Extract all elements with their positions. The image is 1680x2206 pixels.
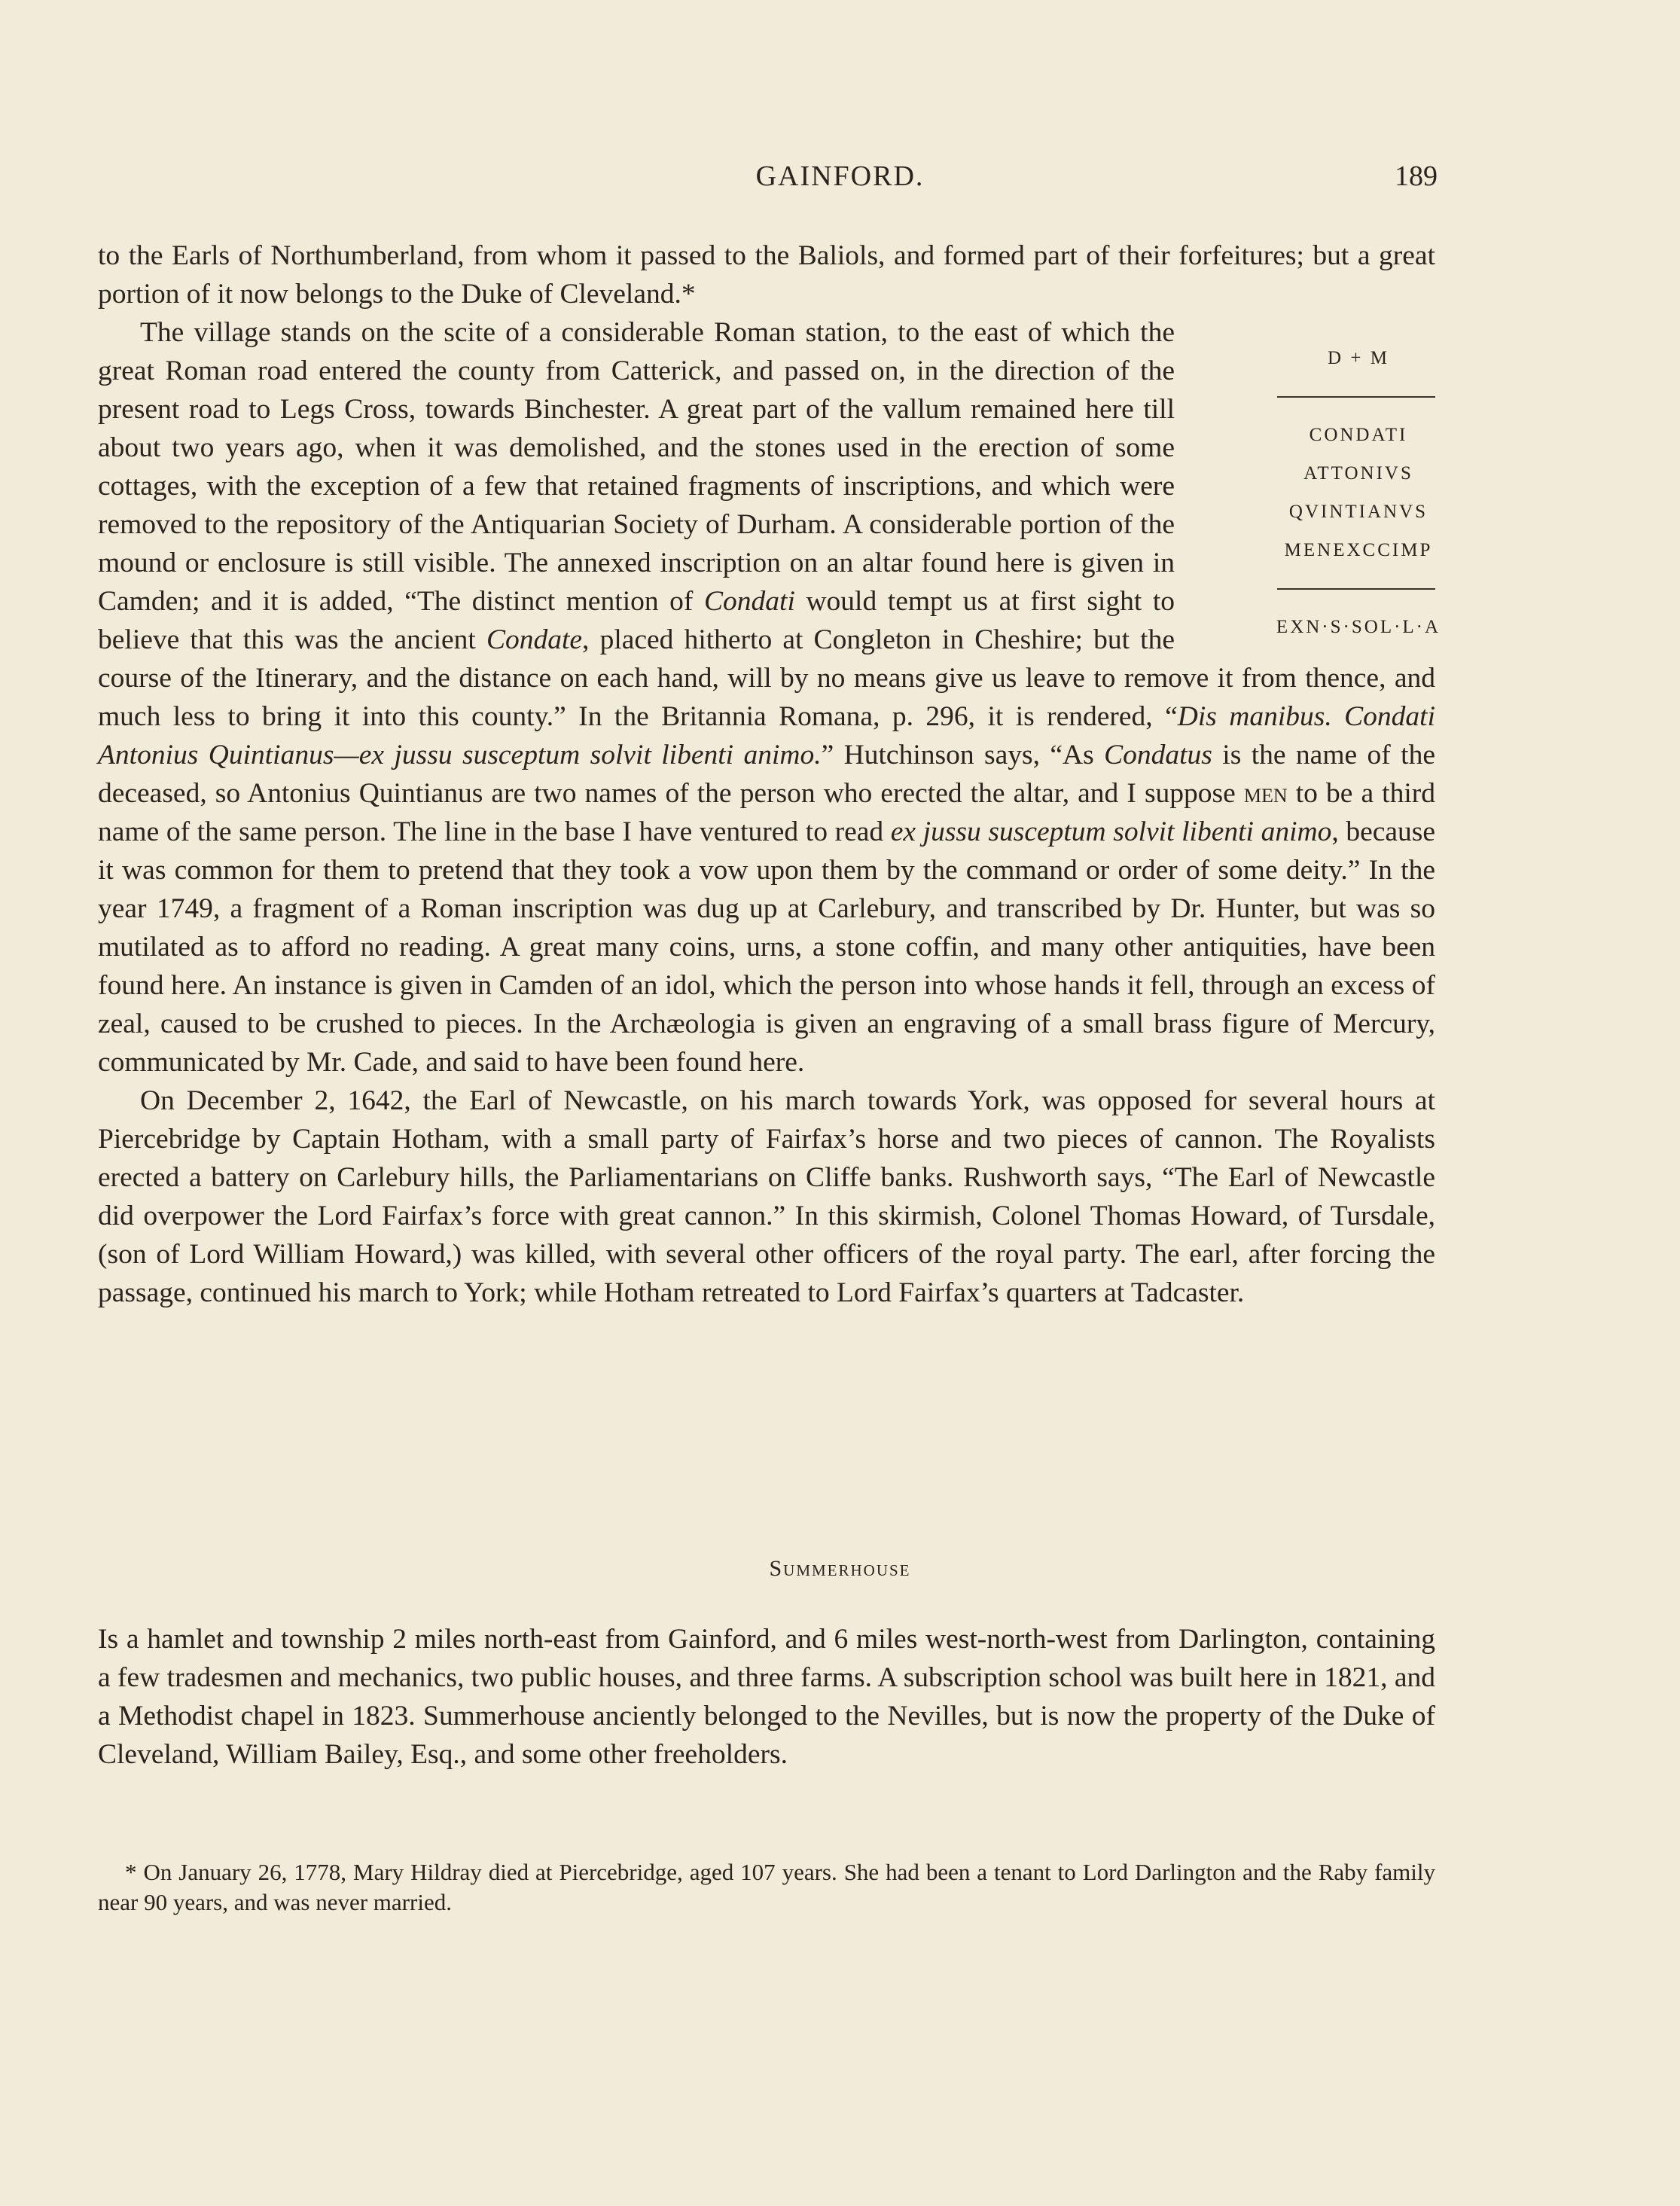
italic-run: Condatus <box>1104 740 1212 770</box>
text-run: to be a third name of the same person. The line in the base I have ventured to read <box>98 778 1435 847</box>
page-number: 189 <box>1395 160 1438 192</box>
text-run: is the name of the deceased, so Antonius Quintianus are two names of the person who erected the altar, and I suppose <box>98 740 1435 809</box>
inscription-line-4: QVINTIANVS <box>1288 502 1428 522</box>
inscription-line-3: ATTONIVS <box>1303 463 1413 484</box>
text-run: , placed hitherto at Congleton in Cheshire; but the course of the Itinerary, and the distance on each hand, will by no means give us leave to remove it from thence, and much less to bring it into this county.” In the Britannia Romana, p. 296, it is rendered, “ <box>98 624 1435 732</box>
footnote: * On January 26, 1778, Mary Hildray died at Piercebridge, aged 107 years. She had been a tenant to Lord Darlington and the Raby family near 90 years, and was never married. <box>98 1859 1435 1915</box>
inscription-rule-2 <box>1224 569 1450 608</box>
text-run: would tempt us at first sight to believe that this was the ancient <box>98 586 1175 655</box>
italic-run: Condati <box>704 586 795 617</box>
village-paragraph <box>98 313 1441 1082</box>
intro-paragraph: to the Earls of Northumberland, from whom it passed to the Baliols, and formed part of their forfeitures; but a great portion of it now belongs to the Duke of Cleveland.* <box>98 240 1435 310</box>
italic-run: Dis manibus. Condati Antonius Quintianus—ex jussu susceptum solvit libenti animo. <box>98 701 1436 770</box>
inscription-line-2: CONDATI <box>1309 425 1408 445</box>
text-run: The village stands on the scite of a considerable Roman station, to the east of which the great Roman road entered the county from Catterick, and passed on, in the direction of the present road to Legs Cross, towards Binchester. A great part of the vallum remained here till about two years ago, when it was demolished, and the stones used in the erection of some cottages, with the exception of a few that retained fragments of inscriptions, and which were removed to the repository of the Antiquarian Society of Durham. A considerable portion of the mound or enclosure is still visible. The annexed inscription on an altar found here is given in Camden; and it is added, “The distinct mention of <box>98 317 1175 617</box>
running-header <box>0 160 1680 205</box>
italic-run: ex jussu susceptum solvit libenti animo <box>890 816 1332 847</box>
section-text <box>98 1620 1435 1774</box>
inscription-line-5: MENEXCCIMP <box>1284 540 1433 560</box>
italic-run: Condate <box>486 624 583 655</box>
inscription-rule <box>1224 377 1450 416</box>
section-heading: Summerhouse <box>769 1556 911 1581</box>
newcastle-paragraph: On December 2, 1642, the Earl of Newcastle, on his march towards York, was opposed for several hours at Piercebridge by Captain Hotham, with a small party of Fairfax’s horse and two pieces of cannon. The Royalists erected a battery on Carlebury hills, the Parliamentarians on Cliffe banks. Rushworth says, “The Earl of Newcastle did overpower the Lord Fairfax’s force with great cannon.” In this skirmish, Colonel Thomas Howard, of Tursdale, (son of Lord William Howard,) was killed, with several other officers of the royal party. The earl, after forcing the passage, continued his march to York; while Hotham retreated to Lord Fairfax’s quarters at Tadcaster. <box>98 1085 1435 1308</box>
text-run: , because it was common for them to pretend that they took a vow upon them by the command or order of some deity.” In the year 1749, a fragment of a Roman inscription was dug up at Carlebury, and transcribed by Dr. Hunter, but was so mutilated as to afford no reading. A great many coins, urns, a stone coffin, and many other antiquities, have been found here. An instance is given in Camden of an idol, which the person into whose hands it fell, through an excess of zeal, caused to be crushed to pieces. In the Archæologia is given an engraving of a small brass figure of Mercury, communicated by Mr. Cade, and said to have been found here. <box>98 816 1436 1078</box>
page-title: GAINFORD. <box>755 160 925 192</box>
altar-inscription <box>1224 313 1450 646</box>
text-run: ” Hutchinson says, “As <box>821 740 1105 770</box>
summerhouse-paragraph: Is a hamlet and township 2 miles north-east from Gainford, and 6 miles west-north-west from Darlington, containing a few tradesmen and mechanics, two public houses, and three farms. A subscription school was built here in 1821, and a Methodist chapel in 1823. Summerhouse anciently belonged to the Nevilles, but is now the property of the Duke of Cleveland, William Bailey, Esq., and some other freeholders. <box>98 1624 1435 1770</box>
main-text <box>98 236 1441 1312</box>
inscription-line-1: D + M <box>1328 348 1389 368</box>
inscription-line-6: EXN·S·SOL·L·A <box>1276 617 1441 637</box>
smallcaps-run: men <box>1243 778 1288 809</box>
